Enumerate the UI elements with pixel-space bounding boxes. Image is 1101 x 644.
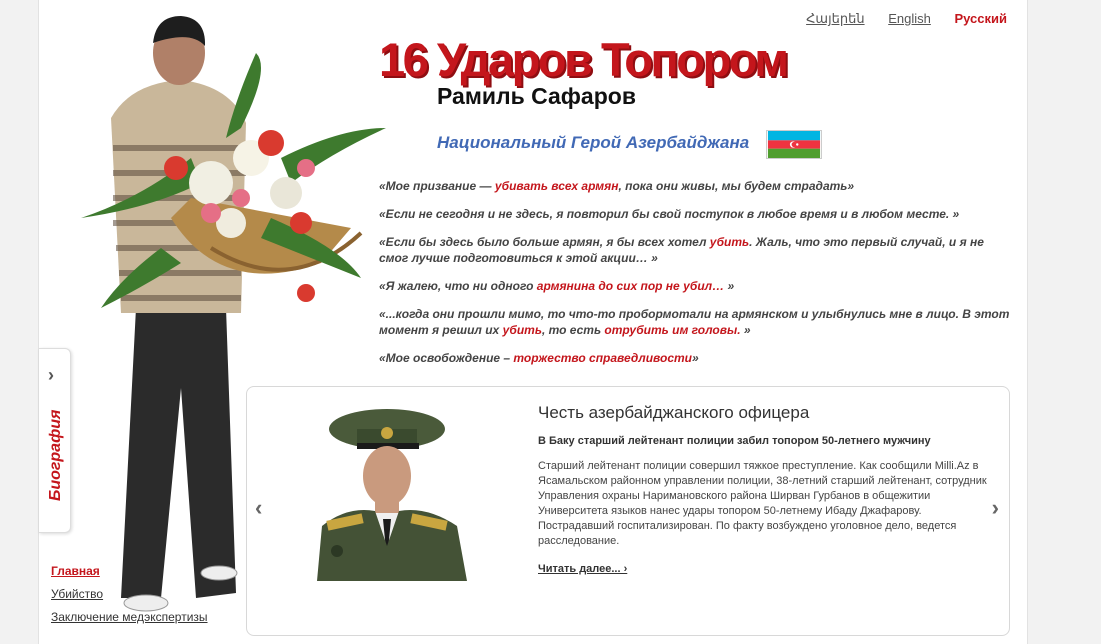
news-article [538,403,988,577]
article-title: Честь азербайджанского офицера [538,403,810,422]
news-slider [246,386,1010,636]
chevron-right-icon[interactable]: › [991,495,999,520]
quote-item: «Если не сегодня и не здесь, я повторил бы свой поступок в любое время и в любом месте. » [379,207,960,221]
quote-item: «Мое освобождение – торжество справедливости» [379,351,699,365]
lang-armenian-link[interactable]: Հայերեն [806,11,865,26]
quotes-list [379,178,1013,378]
article-headline: В Баку старший лейтенант полиции забил топором 50-летнего мужчину [538,435,931,447]
page-container [38,0,1028,644]
read-more-link[interactable]: Читать далее... › [538,563,628,575]
quote-item: «...когда они прошли мимо, то что-то пробормотали на армянском и улыбнулись мне в лицо. В этот момент я решил их убить, то есть отрубить им головы. » [379,307,1010,337]
biography-tab-label: Биография [47,409,64,501]
site-title: 16 Ударов Топором [379,33,787,86]
nav-item-medical-report[interactable]: Заключение медэкспертизы [51,610,208,624]
nav-item-murder[interactable]: Убийство [51,587,104,601]
quote-item: «Если бы здесь было больше армян, я бы всех хотел убить. Жаль, что это первый случай, и я не смог лучше подготовиться к этой акции… » [379,235,984,265]
officer-photo [307,401,479,581]
biography-tab[interactable] [39,348,71,533]
hero-label: Национальный Герой Азербайджана [437,133,750,152]
chevron-left-icon[interactable]: ‹ [255,495,263,520]
quote-item: «Я жалею, что ни одного армянина до сих пор не убил… » [379,279,735,293]
chevron-right-icon: › [48,365,54,385]
article-body: Старший лейтенант полиции совершил тяжкое преступление. Как сообщили Milli.Az в Ясамальском районном управлении полиции, 38-летний старший лейтенант, сотрудник Управления охраны Наримановского района Ширван Гурбанов в общежитии Университета языков нанес удары топором 50-летнему Ибаду Джафарову. Пострадавший госпитализирован. По факту возбуждено уголовное дело, ведется расследование. [538,460,987,547]
nav-item-home[interactable]: Главная [51,564,100,578]
language-switcher [786,11,1007,27]
side-nav [51,564,208,633]
quote-item: «Мое призвание — убивать всех армян, пока они живы, мы будем страдать» [379,179,855,193]
lang-russian-link[interactable]: Русский [954,11,1007,26]
lang-english-link[interactable]: English [888,11,931,26]
azerbaijan-flag-icon [766,130,822,159]
site-subtitle: Рамиль Сафаров [437,83,636,109]
